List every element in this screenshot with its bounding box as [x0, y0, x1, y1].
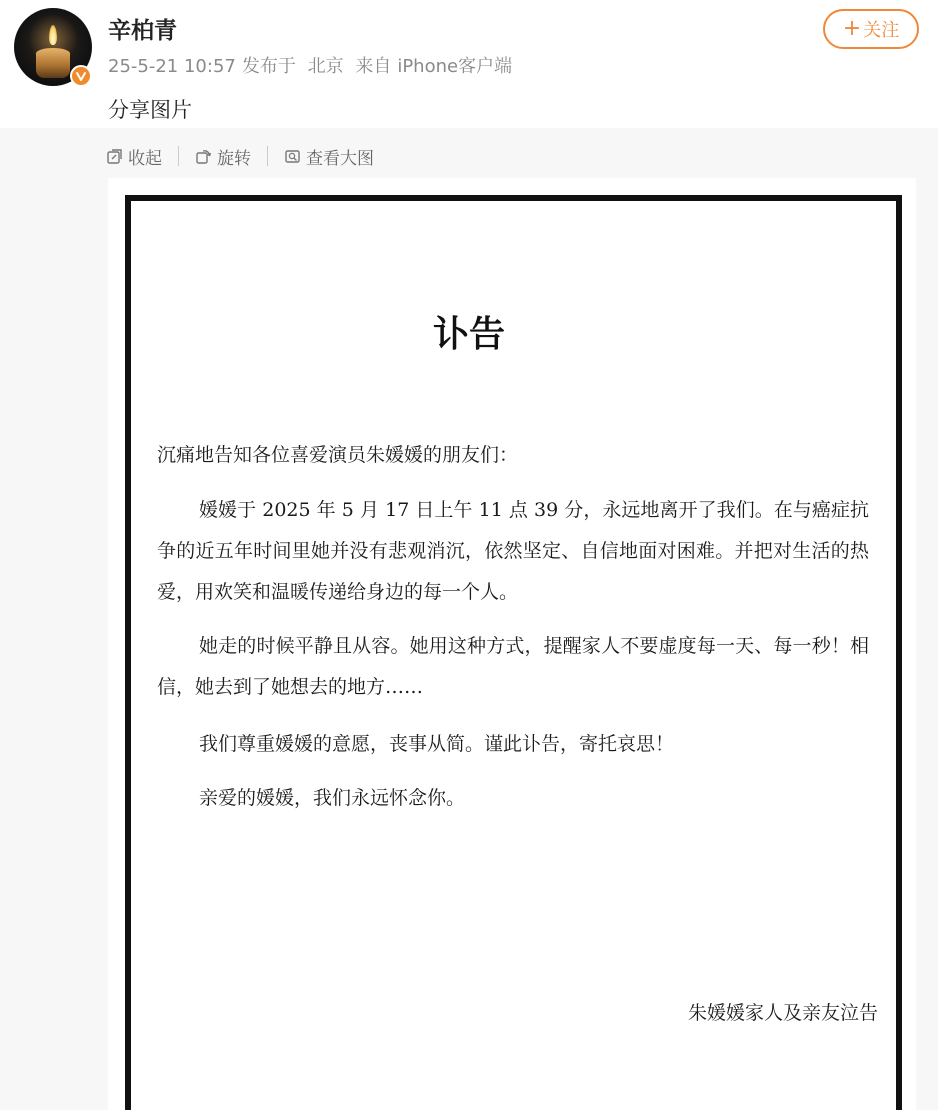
rotate-label: 旋转	[217, 148, 251, 169]
follow-button[interactable]	[823, 9, 919, 49]
post-date: 25-5-21 10:57	[108, 56, 236, 77]
post-text: 分享图片	[108, 98, 192, 122]
username[interactable]: 辛柏青	[108, 18, 177, 44]
collapse-button[interactable]	[106, 144, 162, 169]
follow-label: 关注	[863, 20, 900, 41]
image-toolbar	[106, 142, 374, 170]
post-location: 北京	[307, 56, 344, 77]
verified-badge-icon	[70, 65, 92, 87]
notice-paragraph: 媛媛于 2025 年 5 月 17 日上午 11 点 39 分，永远地离开了我们。在与癌症抗争的近五年时间里她并没有悲观消沉，依然坚定、自信地面对困难。并把对生活的热爱，用欢笑和温暖传递给身边的每一个人。	[157, 499, 869, 603]
candle-body	[36, 48, 70, 78]
toolbar-divider	[178, 146, 179, 166]
rotate-button[interactable]	[195, 144, 251, 169]
notice-paragraph: 她走的时候平静且从容。她用这种方式，提醒家人不要虚度每一天、每一秒！相信，她去到了她想去的地方……	[157, 635, 869, 698]
collapse-label: 收起	[128, 148, 162, 169]
notice-greeting: 沉痛地告知各位喜爱演员朱媛媛的朋友们：	[157, 444, 519, 466]
plus-icon: +	[842, 16, 862, 41]
collapse-icon	[106, 148, 123, 165]
post-source[interactable]: iPhone客户端	[397, 56, 513, 77]
candle-flame	[49, 25, 57, 45]
published-label: 发布于	[241, 56, 296, 77]
notice-signature: 朱媛媛家人及亲友泣告	[687, 1002, 878, 1024]
notice-paragraph: 我们尊重媛媛的意愿，丧事从简。谨此讣告，寄托哀思！	[199, 733, 675, 755]
view-large-button[interactable]	[284, 144, 374, 169]
view-large-icon	[284, 148, 301, 165]
toolbar-divider	[267, 146, 268, 166]
notice-title: 讣告	[432, 313, 505, 355]
view-large-label: 查看大图	[306, 148, 374, 169]
notice-paragraph: 亲爱的媛媛，我们永远怀念你。	[199, 787, 466, 809]
rotate-icon	[195, 148, 212, 165]
post-header	[0, 0, 938, 128]
post-meta	[108, 52, 518, 78]
source-prefix: 来自	[355, 56, 392, 77]
